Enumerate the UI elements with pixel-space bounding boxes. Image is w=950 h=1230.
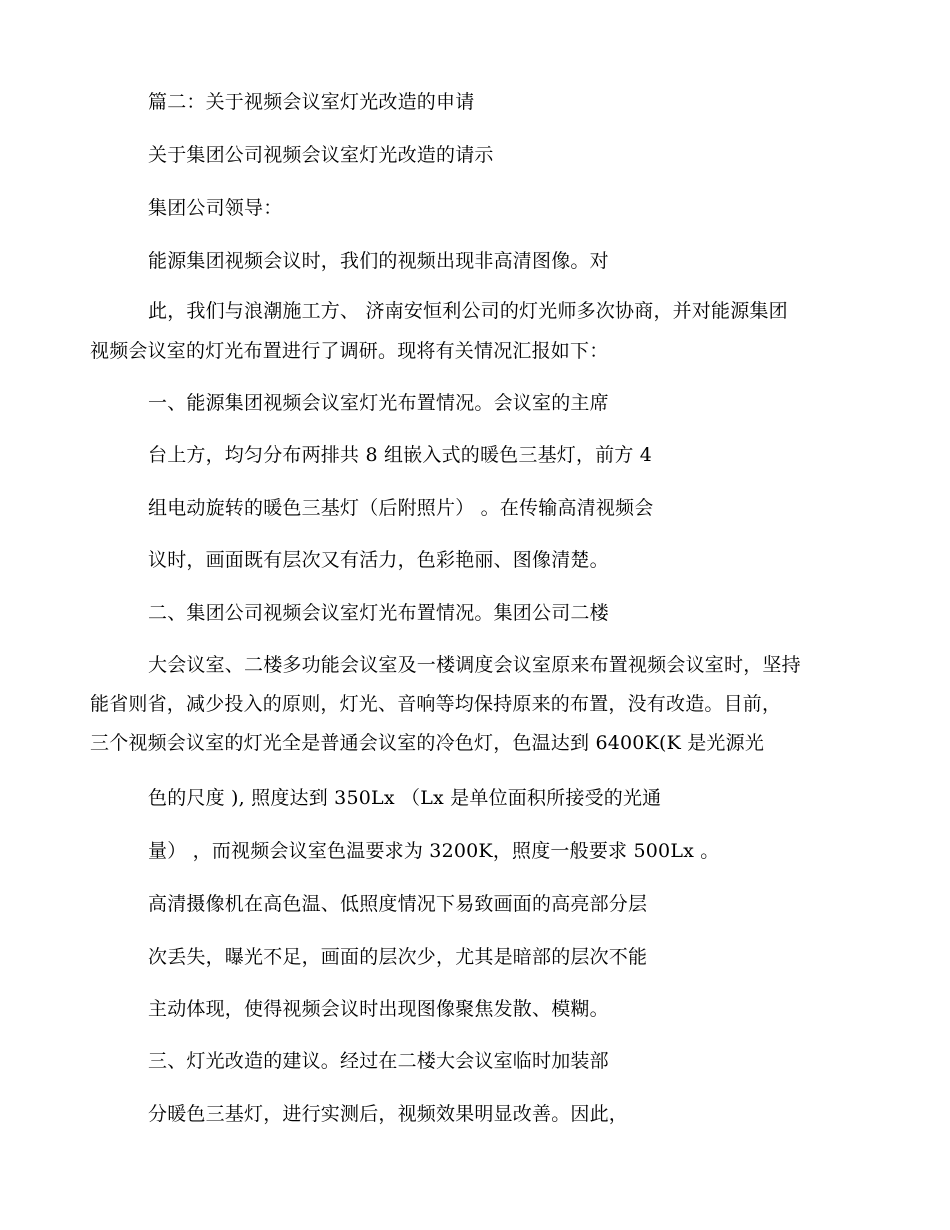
document-title: 关于集团公司视频会议室灯光改造的请示	[148, 144, 494, 166]
paragraph-line: 一、能源集团视频会议室灯光布置情况。会议室的主席	[148, 392, 609, 414]
paragraph-line: 主动体现，使得视频会议时出现图像聚焦发散、模糊。	[148, 998, 609, 1020]
paragraph-line: 三个视频会议室的灯光全是普通会议室的冷色灯，色温达到 6400K(K 是光源光	[90, 732, 765, 754]
paragraph-line: 能省则省，减少投入的原则，灯光、音响等均保持原来的布置，没有改造。目前，	[90, 693, 782, 715]
paragraph-line: 能源集团视频会议时，我们的视频出现非高清图像。对	[148, 250, 609, 272]
paragraph-line: 高清摄像机在高色温、低照度情况下易致画面的高亮部分层	[148, 893, 648, 915]
salutation: 集团公司领导：	[148, 197, 283, 219]
paragraph-line: 二、集团公司视频会议室灯光布置情况。集团公司二楼	[148, 602, 609, 624]
paragraph-line: 三、灯光改造的建议。经过在二楼大会议室临时加装部	[148, 1050, 609, 1072]
paragraph-line: 组电动旋转的暖色三基灯（后附照片） 。在传输高清视频会	[148, 497, 654, 519]
paragraph-line: 次丢失，曝光不足，画面的层次少，尤其是暗部的层次不能	[148, 946, 648, 968]
paragraph-line: 色的尺度 ), 照度达到 350Lx （Lx 是单位面积所接受的光通	[148, 787, 662, 809]
paragraph-line: 大会议室、二楼多功能会议室及一楼调度会议室原来布置视频会议室时，坚持	[148, 654, 801, 676]
paragraph-line: 议时，画面既有层次又有活力，色彩艳丽、图像清楚。	[148, 549, 609, 571]
paragraph-line: 视频会议室的灯光布置进行了调研。现将有关情况汇报如下：	[90, 340, 609, 362]
paragraph-line: 量） ，而视频会议室色温要求为 3200K，照度一般要求 500Lx 。	[148, 840, 720, 862]
paragraph-line: 分暖色三基灯，进行实测后，视频效果明显改善。因此，	[148, 1103, 629, 1125]
paragraph-line: 此，我们与浪潮施工方、 济南安恒利公司的灯光师多次协商，并对能源集团	[148, 300, 788, 322]
paragraph-line: 台上方，均匀分布两排共 8 组嵌入式的暖色三基灯，前方 4	[148, 444, 653, 466]
section-heading: 篇二：关于视频会议室灯光改造的申请	[148, 91, 475, 113]
